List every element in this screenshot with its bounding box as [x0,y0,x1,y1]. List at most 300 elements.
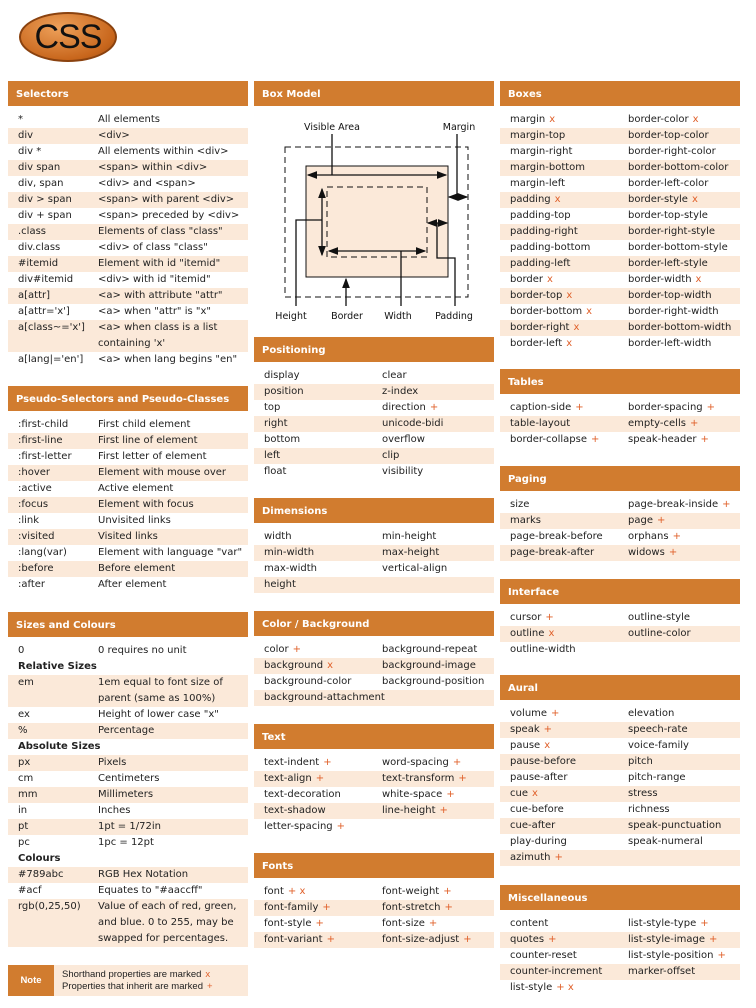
description-cell: Inches [98,805,131,816]
property-mark: x [566,338,573,349]
property-mark: + [452,757,462,768]
property-name: border-collapse [510,434,587,445]
selector-cell: div * [18,146,42,157]
description-cell: Element with focus [98,499,194,510]
label-padding: Padding [435,311,473,322]
property-name: list-style-position [628,950,714,961]
property-name: white-space [382,789,443,800]
section-header: Miscellaneous [500,885,740,910]
property-name: widows [628,547,665,558]
property-name: outline [510,628,545,639]
property-cell [628,802,740,818]
property-name: border-right-color [628,146,716,157]
property-name: visibility [382,466,424,477]
subheading: Absolute Sizes [18,741,101,752]
property-mark: + [444,902,453,913]
property-name: page-break-inside [628,499,719,510]
property-mark: + [700,918,709,929]
property-name: border-left-color [628,178,709,189]
property-cell [510,802,628,818]
property-cell [510,160,628,176]
property-cell [264,819,345,835]
unit-cell: in [18,805,28,816]
table-row [8,128,248,144]
property-name: border-top-width [628,290,712,301]
description-cell: Value of each of red, green, and blue. 0 to 255, may be swapped for percentages. [98,901,237,944]
property-cell [382,448,494,464]
table-row [8,176,248,192]
table-row [8,208,248,224]
property-cell [628,513,740,529]
property-cell [628,786,740,802]
property-row [254,771,494,787]
property-cell [510,980,574,996]
property-name: overflow [382,434,425,445]
property-row [500,416,740,432]
property-name: speech-rate [628,724,688,735]
table-row [8,819,248,835]
property-cell [510,112,628,128]
property-cell [382,561,494,577]
property-cell [264,884,382,900]
table-row [8,417,248,433]
property-name: text-indent [264,757,320,768]
property-row [500,256,740,272]
property-mark: + [315,918,324,929]
property-name: border-bottom-style [628,242,728,253]
description-cell: All elements [98,114,161,125]
property-cell [628,770,740,786]
property-row [500,610,740,626]
property-name: counter-increment [510,966,603,977]
section-header: Text [254,724,494,749]
property-name: pitch [628,756,653,767]
property-row [500,208,740,224]
shorthand-mark: x [205,969,211,980]
section-header: Color / Background [254,611,494,636]
property-name: speak-numeral [628,836,703,847]
property-row [500,160,740,176]
property-name: border-right-width [628,306,719,317]
property-name: top [264,402,281,413]
description-cell: <span> within <div> [98,162,208,173]
property-name: page-break-after [510,547,595,558]
property-cell [510,320,628,336]
property-name: text-align [264,773,312,784]
property-cell [510,754,628,770]
positioning-section [254,337,494,480]
property-name: padding-left [510,258,571,269]
unit-cell: #acf [18,885,42,896]
property-cell [382,787,494,803]
property-name: table-layout [510,418,571,429]
property-row [254,464,494,480]
label-visible-area: Visible Area [304,122,360,133]
property-mark: x [695,274,702,285]
property-row [254,577,494,593]
property-mark: + [428,918,438,929]
table-row [8,433,248,449]
property-name: background-position [382,676,485,687]
property-row [254,448,494,464]
property-row [254,368,494,384]
property-cell [628,818,740,834]
property-row [254,400,494,416]
property-row [254,755,494,771]
property-name: direction [382,402,426,413]
property-cell [382,642,494,658]
description-cell: Equates to "#aaccff" [98,885,203,896]
property-mark: + [709,934,718,945]
property-name: list-style-image [628,934,706,945]
description-cell: 1pt = 1/72in [98,821,161,832]
property-cell [382,529,494,545]
property-name: list-style-type [628,918,697,929]
property-cell [510,288,628,304]
property-name: azimuth [510,852,551,863]
property-mark: x [549,114,556,125]
description-cell: Percentage [98,725,155,736]
property-cell [382,416,494,432]
property-name: border-width [628,274,692,285]
property-name: padding-bottom [510,242,591,253]
property-cell [628,964,740,980]
property-row [254,384,494,400]
description-cell: <a> with attribute "attr" [98,290,223,301]
property-name: empty-cells [628,418,686,429]
property-name: border-right-style [628,226,716,237]
description-cell: <span> with parent <div> [98,194,235,205]
property-mark: + [551,708,560,719]
property-name: size [510,499,530,510]
legend-note [8,965,248,996]
property-mark: + [443,886,452,897]
property-name: voice-family [628,740,689,751]
property-name: display [264,370,300,381]
property-name: background-image [382,660,476,671]
interface-section [500,579,740,658]
selector-cell: #itemid [18,258,59,269]
note-label: Note [8,965,54,996]
selector-cell: div > span [18,194,72,205]
misc-section [500,885,740,996]
box-model-section [254,81,494,331]
table-row [8,545,248,561]
property-row [254,432,494,448]
unit-cell: ex [18,709,30,720]
property-name: cue [510,788,528,799]
property-mark: + [689,418,699,429]
description-cell: 1em equal to font size of parent (same as 100%) [98,677,223,704]
boxes-section [500,81,740,352]
property-name: speak-punctuation [628,820,722,831]
description-cell: Before element [98,563,176,574]
dimensions-section [254,498,494,593]
property-name: pitch-range [628,772,686,783]
property-row [500,529,740,545]
description-cell: <div> [98,130,130,141]
property-mark: + [446,789,455,800]
property-cell [510,916,628,932]
table-row [8,867,248,883]
property-cell [628,160,740,176]
property-cell [382,400,494,416]
table-row [8,272,248,288]
table-row [8,144,248,160]
table-row [8,835,248,851]
property-row [500,288,740,304]
property-name: vertical-align [382,563,448,574]
property-cell [510,128,628,144]
property-cell [510,834,628,850]
property-row [254,900,494,916]
property-name: line-height [382,805,436,816]
description-cell: Centimeters [98,773,160,784]
selector-cell: :first-child [18,419,69,430]
table-row [8,320,248,352]
property-mark: + [543,724,553,735]
css-logo: CSS [19,12,117,62]
description-cell: <span> preceded by <div> [98,210,240,221]
table-row [8,497,248,513]
property-cell [382,755,494,771]
property-name: border-right [510,322,570,333]
selector-cell: * [18,114,23,125]
property-mark: x [691,194,698,205]
property-mark: x [327,660,334,671]
unit-cell: % [18,725,28,736]
unit-cell: mm [18,789,38,800]
property-row [254,416,494,432]
property-row [500,948,740,964]
unit-cell: cm [18,773,34,784]
label-margin: Margin [442,122,476,133]
selector-cell: :before [18,563,54,574]
property-row [500,964,740,980]
property-mark: x [566,290,573,301]
property-cell [628,932,740,948]
label-width: Width [384,311,412,322]
property-cell [510,786,628,802]
property-name: font-family [264,902,319,913]
section-header: Aural [500,675,740,700]
inherit-mark: + [206,981,213,992]
property-cell [510,818,628,834]
property-name: border-left [510,338,563,349]
property-name: width [264,531,292,542]
property-row [254,803,494,819]
property-name: font-size [382,918,425,929]
property-cell [510,948,628,964]
property-name: word-spacing [382,757,449,768]
table-row [8,675,248,707]
table-row [8,899,248,947]
property-row [254,819,494,835]
property-cell [264,932,382,948]
property-name: margin-left [510,178,566,189]
description-cell: 0 requires no unit [98,645,187,656]
property-cell [510,497,628,513]
property-cell [510,722,628,738]
table-row [8,224,248,240]
property-cell [264,900,382,916]
property-row [254,545,494,561]
property-cell [510,304,628,320]
description-cell: <a> when "attr" is "x" [98,306,211,317]
property-cell [382,384,494,400]
property-mark: + [458,773,467,784]
property-mark: + [656,515,666,526]
description-cell: <a> when lang begins "en" [98,354,238,365]
selectors-section [8,81,248,368]
property-name: padding-right [510,226,578,237]
unit-cell: px [18,757,31,768]
property-cell [628,304,740,320]
unit-cell: #789abc [18,869,64,880]
property-mark: + [545,612,554,623]
property-cell [264,368,382,384]
property-name: font-variant [264,934,323,945]
property-name: outline-color [628,628,691,639]
property-row [500,224,740,240]
property-row [254,529,494,545]
property-name: stress [628,788,658,799]
text-section [254,724,494,835]
description-cell: First letter of element [98,451,207,462]
property-cell [628,545,740,561]
table-row [8,352,248,368]
property-cell [628,224,740,240]
property-cell [628,834,740,850]
property-mark: + [554,852,563,863]
table-row [8,723,248,739]
property-name: border-top-style [628,210,708,221]
description-cell: Element with mouse over [98,467,227,478]
unit-cell: pc [18,837,30,848]
property-cell [510,513,628,529]
selector-cell: div span [18,162,61,173]
property-cell [264,787,382,803]
selector-cell: div, span [18,178,64,189]
pseudo-section [8,386,248,593]
description-cell: First child element [98,419,191,430]
property-name: richness [628,804,670,815]
property-cell [510,176,628,192]
property-name: background-repeat [382,644,478,655]
property-name: border [510,274,544,285]
property-row [500,738,740,754]
property-name: volume [510,708,548,719]
property-row [500,400,740,416]
property-name: content [510,918,549,929]
property-name: border-top-color [628,130,709,141]
property-row [500,320,740,336]
description-cell: After element [98,579,167,590]
property-row [500,240,740,256]
property-cell [264,658,382,674]
property-name: z-index [382,386,419,397]
property-cell [510,272,628,288]
property-mark: + [326,934,335,945]
selector-cell: a[class~='x'] [18,322,85,333]
property-row [500,916,740,932]
selector-cell: :lang(var) [18,547,67,558]
property-name: outline-style [628,612,691,623]
section-header: Positioning [254,337,494,362]
property-cell [628,738,740,754]
property-cell [264,674,382,690]
property-row [254,787,494,803]
table-row [8,771,248,787]
property-cell [628,112,740,128]
property-cell [264,545,382,561]
property-row [500,272,740,288]
property-cell [264,416,382,432]
property-cell [628,144,740,160]
property-cell [510,850,563,866]
property-name: background [264,660,324,671]
property-cell [510,432,628,448]
property-cell [382,674,494,690]
property-cell [264,577,296,593]
property-name: cursor [510,612,542,623]
description-cell: Visited links [98,531,158,542]
property-cell [628,610,740,626]
property-name: background-attachment [264,692,385,703]
property-cell [382,916,494,932]
selector-cell: div [18,130,34,141]
property-cell [510,642,576,658]
table-row [8,707,248,723]
property-cell [628,497,740,513]
property-cell [628,948,740,964]
selector-cell: :first-line [18,435,63,446]
property-cell [510,738,628,754]
property-cell [628,529,740,545]
description-cell: <div> with id "itemid" [98,274,211,285]
property-name: height [264,579,296,590]
property-row [500,980,740,996]
description-cell: Height of lower case "x" [98,709,219,720]
property-cell [628,320,740,336]
property-cell [628,754,740,770]
property-cell [264,448,382,464]
property-name: cue-before [510,804,564,815]
property-name: border-left-style [628,258,708,269]
property-name: elevation [628,708,675,719]
table-row [8,529,248,545]
property-mark: + [591,434,600,445]
property-name: padding [510,194,551,205]
property-row [500,144,740,160]
property-row [500,545,740,561]
fonts-section [254,853,494,948]
property-mark: + [575,402,584,413]
property-cell [510,144,628,160]
description-cell: 1pc = 12pt [98,837,154,848]
property-name: margin-bottom [510,162,586,173]
property-mark: + x [287,886,306,897]
table-row [8,755,248,771]
table-row [8,192,248,208]
property-name: clip [382,450,400,461]
description-cell: Element with language "var" [98,547,243,558]
property-mark: + [315,773,325,784]
property-mark: + [439,805,448,816]
description-cell: <a> when class is a list containing 'x' [98,322,218,349]
property-row [500,642,740,658]
property-name: marks [510,515,541,526]
